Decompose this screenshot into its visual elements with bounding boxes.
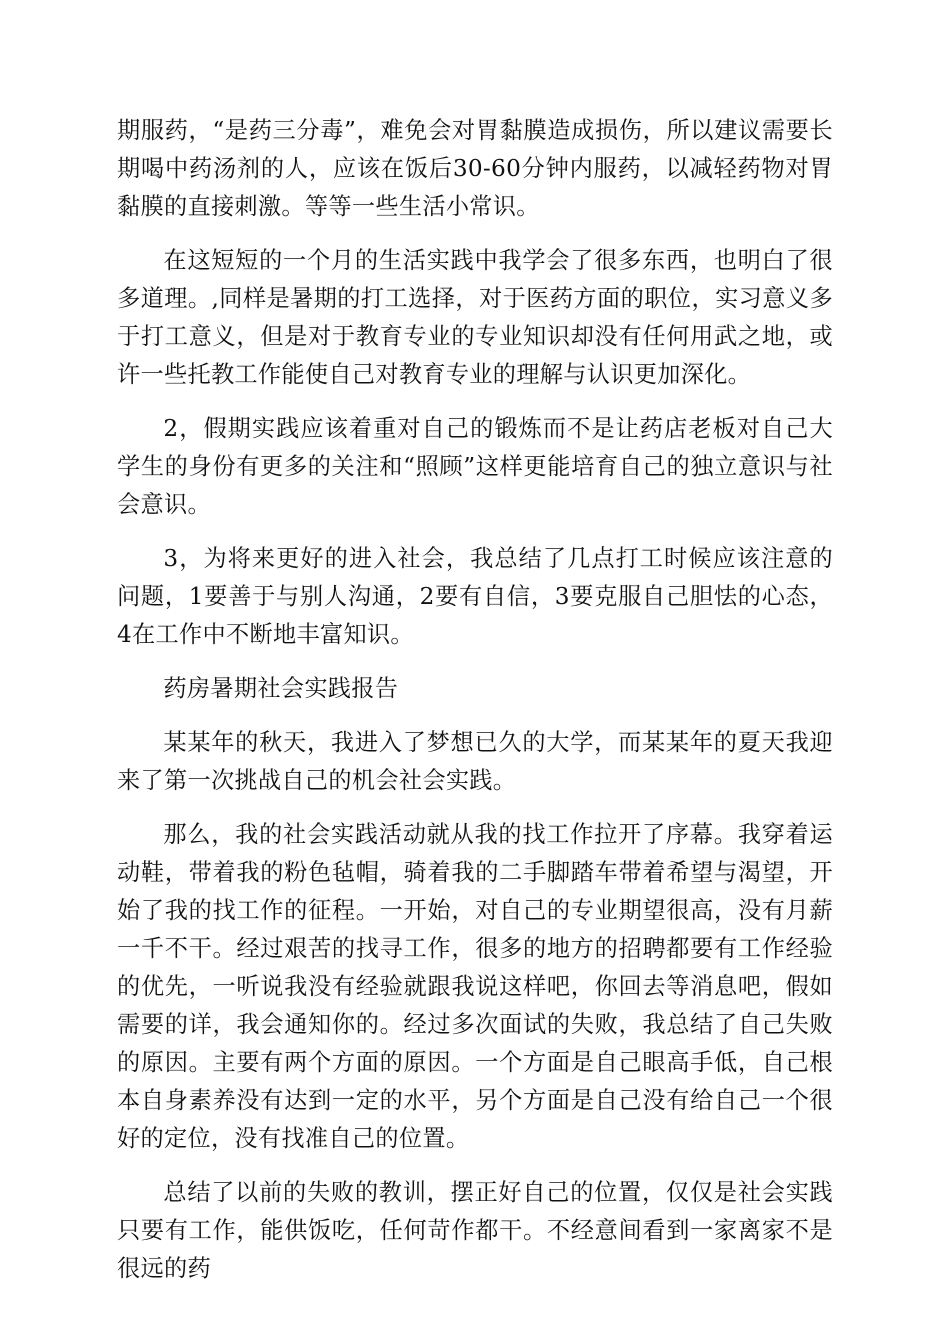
section-title: 药房暑期社会实践报告 [163, 675, 399, 702]
paragraph-one-month-practice: 在这短短的一个月的生活实践中我学会了很多东西，也明白了很多道理。,同样是暑期的打工选择，对于医药方面的职位，实习意义多于打工意义，但是对于教育专业的专业知识却没有任何用武之地，或许一些托教工作能使自己对教育专业的理解与认识更加深化。 [117, 247, 833, 388]
paragraph-university-autumn: 某某年的秋天，我进入了梦想已久的大学，而某某年的夏天我迎来了第一次挑战自己的机会社会实践。 [117, 729, 833, 794]
paragraph-point-3: 3，为将来更好的进入社会，我总结了几点打工时候应该注意的问题，1要善于与别人沟通，2要有自信，3要克服自己胆怯的心态，4在工作中不断地丰富知识。 [117, 545, 833, 648]
paragraph-point-2: 2，假期实践应该着重对自己的锻炼而不是让药店老板对自己大学生的身份有更多的关注和“照顾”这样更能培育自己的独立意识与社会意识。 [117, 415, 833, 518]
document-body [117, 112, 833, 1304]
paragraph-medicine-advice: 期服药，“是药三分毒”，难免会对胃黏膜造成损伤，所以建议需要长期喝中药汤剂的人，应该在饭后30-60分钟内服药，以减轻药物对胃黏膜的直接刺激。等等一些生活小常识。 [117, 117, 833, 220]
paragraph-summary-lessons: 总结了以前的失败的教训，摆正好自己的位置，仅仅是社会实践只要有工作，能供饭吃，任何苛作都干。不经意间看到一家离家不是很远的药 [117, 1179, 833, 1282]
paragraph-job-search: 那么，我的社会实践活动就从我的找工作拉开了序幕。我穿着运动鞋，带着我的粉色毡帽，骑着我的二手脚踏车带着希望与渴望，开始了我的找工作的征程。一开始，对自己的专业期望很高，没有月薪一千不干。经过艰苦的找寻工作，很多的地方的招聘都要有工作经验的优先，一听说我没有经验就跟我说这样吧，你回去等消息吧，假如需要的详，我会通知你的。经过多次面试的失败，我总结了自己失败的原因。主要有两个方面的原因。一个方面是自己眼高手低，自己根本自身素养没有达到一定的水平，另个方面是自己没有给自己一个很好的定位，没有找准自己的位置。 [117, 821, 833, 1152]
